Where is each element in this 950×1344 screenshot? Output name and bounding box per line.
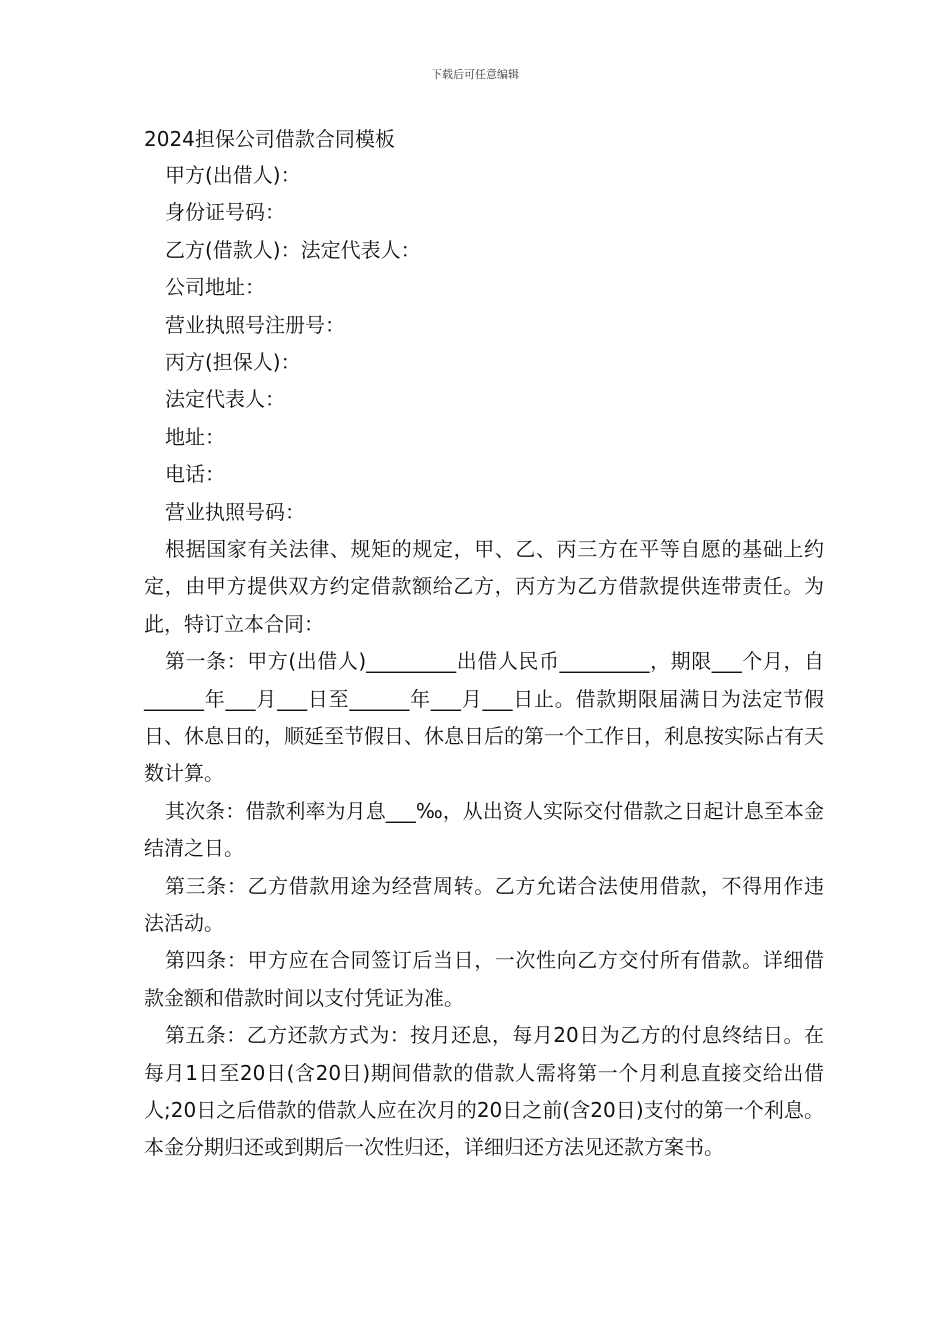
paragraph-article-5: 第五条：乙方还款方式为：按月还息，每月20日为乙方的付息终结日。在每月1日至20日(含20日)期间借款的借款人需将第一个月利息直接交给出借人;20日之后借款的借款人应在次月的20日之前(含20日)支付的第一个利息。本金分期归还或到期后一次性归还，详细归还方法见还款方案书。 [144,1023,824,1160]
field-borrower: 乙方(借款人)：法定代表人： [165,237,421,262]
field-legal-representative: 法定代表人： [165,387,285,412]
paragraph-preamble: 根据国家有关法律、规矩的规定，甲、乙、丙三方在平等自愿的基础上约定，由甲方提供双方约定借款额给乙方，丙方为乙方借款提供连带责任。为此，特订立本合同： [144,536,824,636]
field-business-license-number: 营业执照号码： [165,499,305,524]
field-id-number: 身份证号码： [165,200,285,225]
paragraph-article-2: 其次条：借款利率为月息___‰，从出资人实际交付借款之日起计息至本金结清之日。 [144,798,824,861]
field-phone: 电话： [165,462,225,487]
document-body [144,121,824,1167]
document-title: 2024担保公司借款合同模板 [144,127,395,151]
paragraph-article-1: 第一条：甲方(出借人)_________出借人民币_________，期限___个月，自______年___月___日至______年___月___日止。借款期限届满日为法定节假日、休息日的，顺延至节假日、休息日后的第一个工作日，利息按实际占有天数计算。 [144,649,824,786]
field-business-license-reg: 营业执照号注册号： [165,312,345,337]
field-company-address: 公司地址： [165,275,265,300]
field-address: 地址： [165,424,225,449]
paragraph-article-4: 第四条：甲方应在合同签订后当日，一次性向乙方交付所有借款。详细借款金额和借款时间以支付凭证为准。 [144,948,824,1010]
paragraph-article-3: 第三条：乙方借款用途为经营周转。乙方允诺合法使用借款，不得用作违法活动。 [144,873,824,935]
field-lender: 甲方(出借人)： [165,163,301,187]
field-guarantor: 丙方(担保人)： [165,349,301,374]
page-header: 下载后可任意编辑 [431,68,519,81]
